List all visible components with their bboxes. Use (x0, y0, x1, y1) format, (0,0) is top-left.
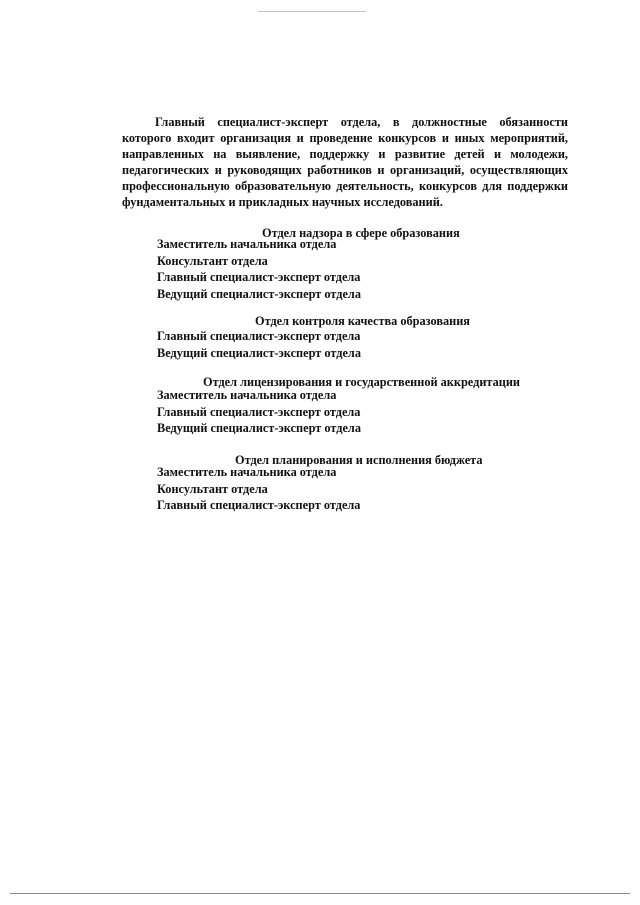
position-item: Главный специалист-эксперт отдела (157, 270, 361, 285)
position-item: Консультант отдела (157, 481, 268, 496)
intro-paragraph: Главный специалист-эксперт отдела, в должностные обязанности которого входит организация и проведение конкурсов и иных мероприятий, направленных на выявление, поддержку и развитие детей и молодежи, педагогических и руководящих работников и организаций, осуществляющих профессиональную образовательную деятельность, конкурсов для поддержки фундаментальных и прикладных научных исследований. (122, 115, 568, 210)
department-title: Отдел контроля качества образования (255, 314, 470, 328)
position-list (157, 236, 361, 302)
position-item: Главный специалист-эксперт отдела (157, 329, 361, 343)
position-item: Главный специалист-эксперт отдела (157, 498, 361, 513)
position-list (157, 387, 361, 437)
position-item: Заместитель начальника отдела (157, 465, 337, 479)
position-list (157, 464, 360, 514)
position-item: Ведущий специалист-эксперт отдела (157, 421, 361, 436)
position-item: Главный специалист-эксперт отдела (157, 404, 361, 419)
department-title: Отдел лицензирования и государственной аккредитации (203, 375, 520, 389)
position-item: Ведущий специалист-эксперт отдела (157, 286, 361, 301)
position-item: Заместитель начальника отдела (157, 388, 337, 402)
position-item: Заместитель начальника отдела (157, 237, 337, 251)
scan-artifact-bottom (10, 893, 630, 894)
position-item: Ведущий специалист-эксперт отдела (157, 345, 361, 360)
position-item: Консультант отдела (157, 253, 268, 268)
department-title: Отдел планирования и исполнения бюджета (235, 453, 483, 467)
position-list (157, 328, 361, 361)
department-title: Отдел надзора в сфере образования (262, 226, 460, 240)
scan-artifact-top (258, 11, 366, 12)
